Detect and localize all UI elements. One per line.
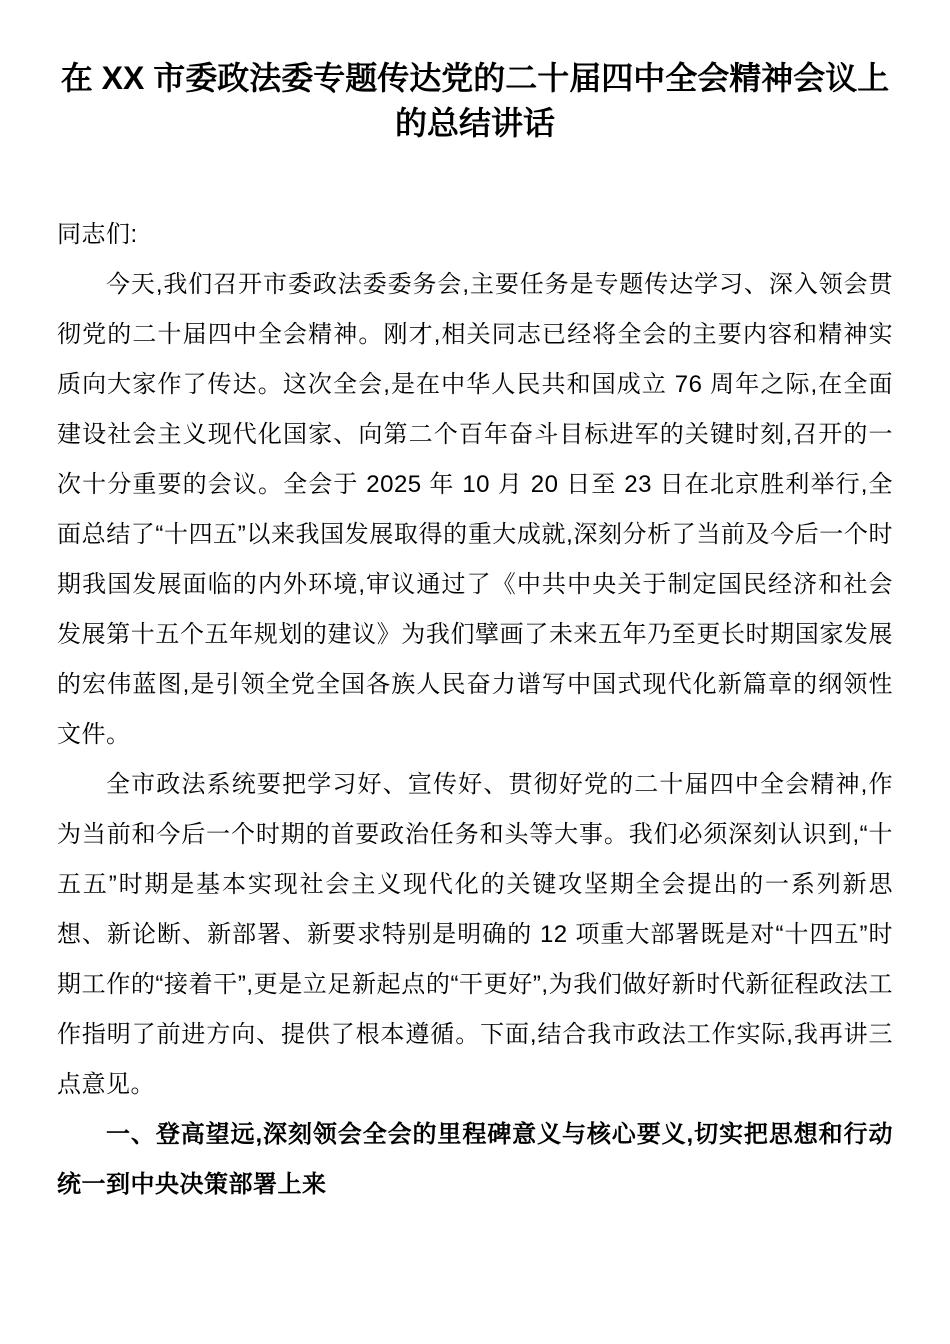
- section-heading-1: 一、登高望远,深刻领会全会的里程碑意义与核心要义,切实把思想和行动统一到中央决策部署上来: [57, 1121, 893, 1198]
- paragraph-opening: 今天,我们召开市委政法委委务会,主要任务是专题传达学习、深入领会贯彻党的二十届四中全会精神。刚才,相关同志已经将全会的主要内容和精神实质向大家作了传达。这次全会,是在中华人民共和国成立 76 周年之际,在全面建设社会主义现代化国家、向第二个百年奋斗目标进军的关键时刻,召开的一次十分重要的会议。全会于 2025 年 10 月 20 日至 23 日在北京胜利举行,全面总结了“十四五”以来我国发展取得的重大成就,深刻分析了当前及今后一个时期我国发展面临的内外环境,审议通过了《中共中央关于制定国民经济和社会发展第十五个五年规划的建议》为我们擘画了未来五年乃至更长时期国家发展的宏伟蓝图,是引领全党全国各族人民奋力谱写中国式现代化新篇章的纲领性文件。: [57, 271, 893, 748]
- document-title: 在 XX 市委政法委专题传达党的二十届四中全会精神会议上的总结讲话: [60, 60, 890, 141]
- salutation: 同志们:: [57, 221, 138, 248]
- paragraph-requirements: 全市政法系统要把学习好、宣传好、贯彻好党的二十届四中全会精神,作为当前和今后一个时期的首要政治任务和头等大事。我们必须深刻认识到,“十五五”时期是基本实现社会主义现代化的关键攻坚期全会提出的一系列新思想、新论断、新部署、新要求特别是明确的 12 项重大部署既是对“十四五”时期工作的“接着干”,更是立足新起点的“干更好”,为我们做好新时代新征程政法工作指明了前进方向、提供了根本遵循。下面,结合我市政法工作实际,我再讲三点意见。: [57, 771, 893, 1098]
